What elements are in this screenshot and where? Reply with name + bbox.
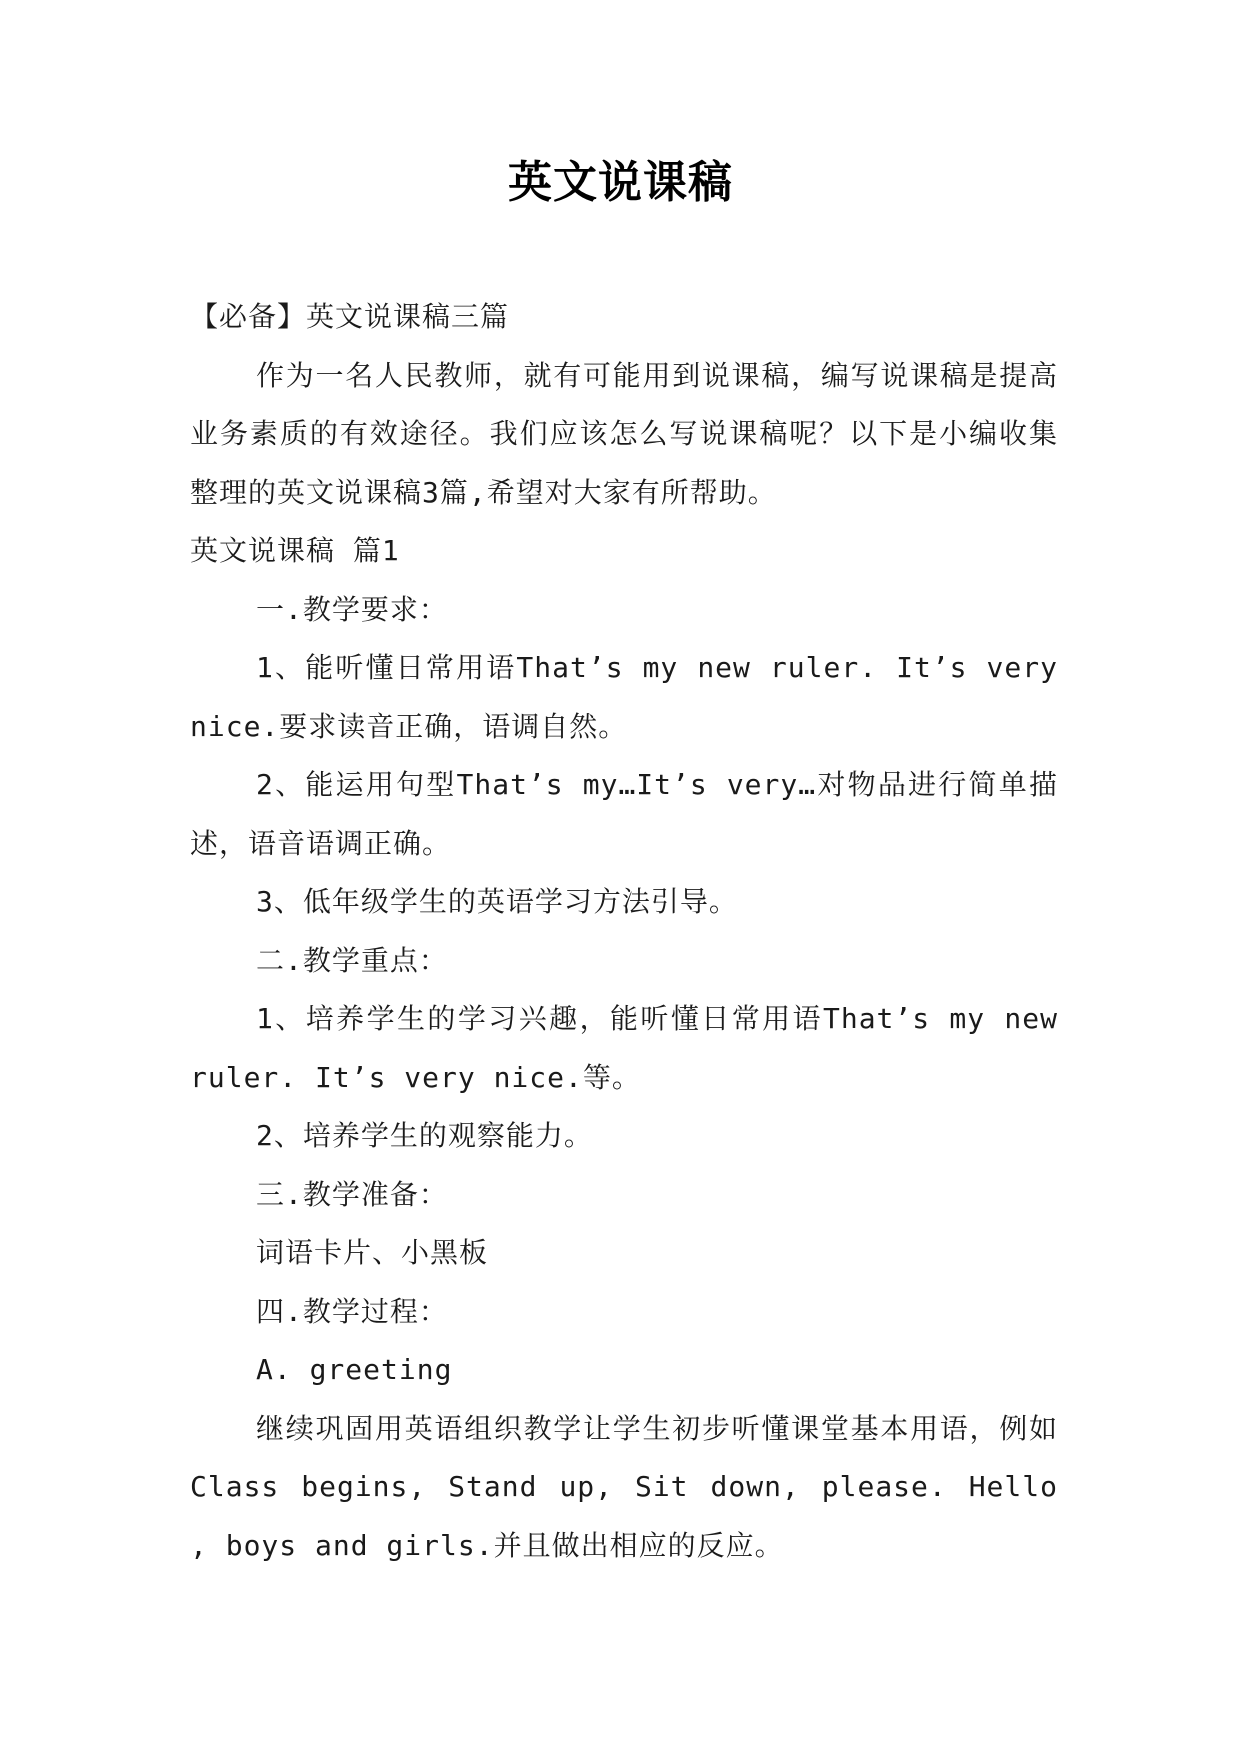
document-body: [190, 288, 1058, 1575]
paragraph-focus-2: 2、培养学生的观察能力。: [256, 1119, 593, 1152]
paragraph-heading-process: 四.教学过程：: [256, 1294, 448, 1328]
paragraph-preparation: 词语卡片、小黑板: [256, 1236, 489, 1269]
paragraph-subtitle: 【必备】英文说课稿三篇: [190, 300, 510, 333]
document-title: 英文说课稿: [508, 157, 733, 208]
paragraph-heading-requirements: 一.教学要求：: [256, 592, 448, 626]
paragraph-requirement-2: 2、能运用句型That’s my…It’s very…对物品进行简单描述，语音语调正确。: [190, 768, 1058, 860]
paragraph-greeting-detail: 继续巩固用英语组织教学让学生初步听懂课堂基本用语，例如Class begins, Stand up, Sit down, please. Hello , boys and girls.并且做出相应的反应。: [190, 1411, 1058, 1562]
paragraph-intro: 作为一名人民教师，就有可能用到说课稿，编写说课稿是提高业务素质的有效途径。我们应该怎么写说课稿呢？以下是小编收集整理的英文说课稿3篇,希望对大家有所帮助。: [190, 358, 1058, 509]
paragraph-requirement-3: 3、低年级学生的英语学习方法引导。: [256, 885, 738, 918]
section-heading: 英文说课稿 篇1: [190, 534, 400, 567]
paragraph-requirement-1: 1、能听懂日常用语That’s my new ruler. It’s very nice.要求读音正确，语调自然。: [190, 651, 1058, 743]
paragraph-heading-focus: 二.教学重点：: [256, 943, 448, 977]
paragraph-greeting: A. greeting: [256, 1353, 453, 1386]
paragraph-heading-preparation: 三.教学准备：: [256, 1177, 448, 1211]
paragraph-focus-1: 1、培养学生的学习兴趣，能听懂日常用语That’s my new ruler. It’s very nice.等。: [190, 1002, 1058, 1094]
